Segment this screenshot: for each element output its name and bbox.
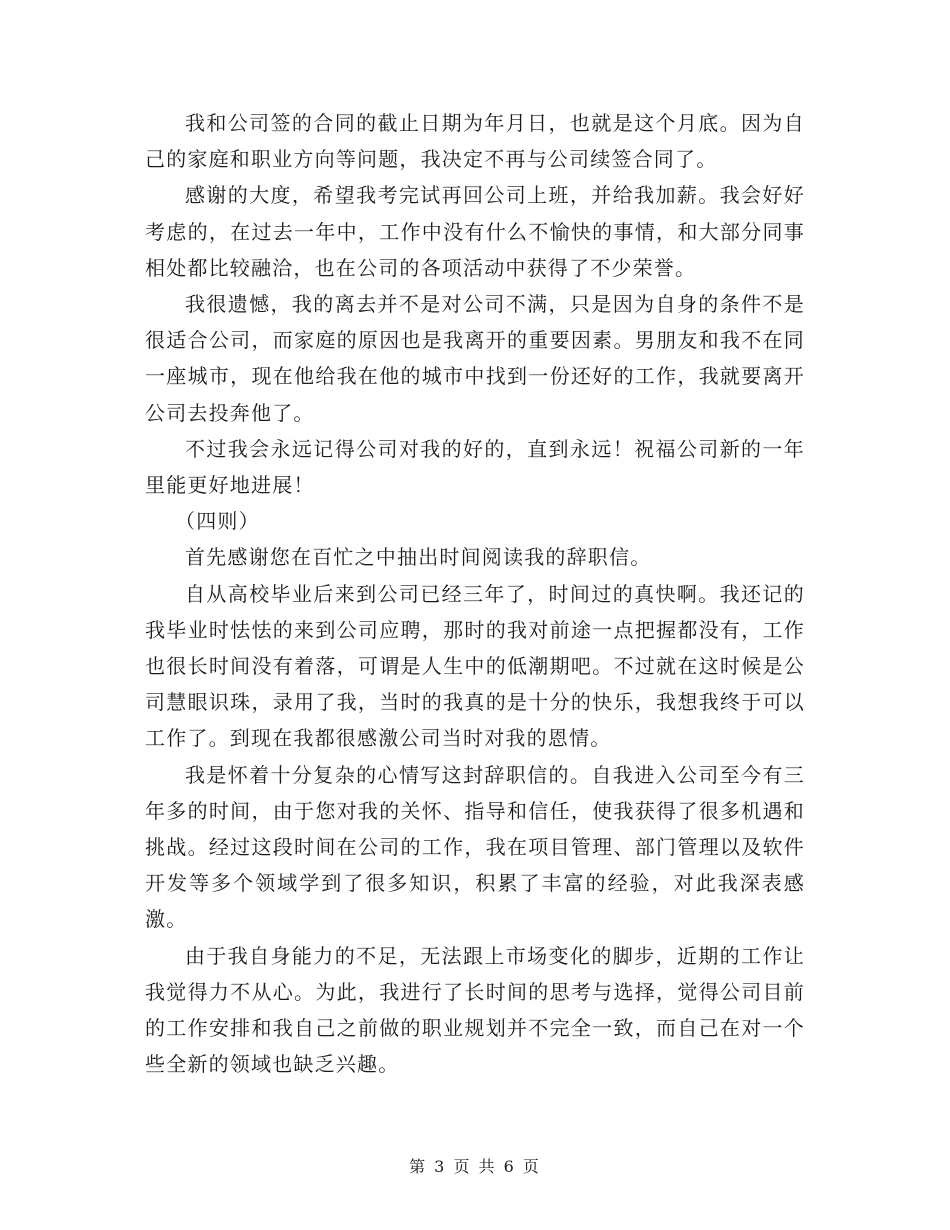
section-heading: （四则） [175, 509, 260, 534]
paragraph-opening: 首先感谢您在百忙之中抽出时间阅读我的辞职信。 [185, 545, 652, 570]
paragraph-reason: 由于我自身能力的不足，无法跟上市场变化的脚步，近期的工作让我觉得力不从心。为此，我进行了长时间的思考与选择，觉得公司目前的工作安排和我自己之前做的职业规划并不完全一致，而自己在对一个些全新的领域也缺乏兴趣。 [145, 943, 805, 1077]
paragraph-regret: 我很遗憾，我的离去并不是对公司不满，只是因为自身的条件不是很适合公司，而家庭的原因也是我离开的重要因素。男朋友和我不在同一座城市，现在他给我在他的城市中找到一份还好的工作，我就要离开公司去投奔他了。 [145, 292, 805, 425]
paragraph-blessing: 不过我会永远记得公司对我的好的，直到永远！祝福公司新的一年里能更好地进展！ [145, 436, 805, 498]
page-number-footer: 第 3 页 共 6 页 [409, 1157, 541, 1176]
paragraph-feelings: 我是怀着十分复杂的心情写这封辞职信的。自我进入公司至今有三年多的时间，由于您对我的关怀、指导和信任，使我获得了很多机遇和挑战。经过这段时间在公司的工作，我在项目管理、部门管理以及软件开发等多个领域学到了很多知识，积累了丰富的经验，对此我深表感激。 [145, 762, 805, 932]
paragraph-contract-end: 我和公司签的合同的截止日期为年月日，也就是这个月底。因为自己的家庭和职业方向等问题，我决定不再与公司续签合同了。 [145, 111, 805, 172]
paragraph-history: 自从高校毕业后来到公司已经三年了，时间过的真快啊。我还记的我毕业时怯怯的来到公司应聘，那时的我对前途一点把握都没有，工作也很长时间没有着落，可谓是人生中的低潮期吧。不过就在这时候是公司慧眼识珠，录用了我，当时的我真的是十分的快乐，我想我终于可以工作了。到现在我都很感激公司当时对我的恩情。 [145, 581, 805, 751]
document-body [145, 105, 805, 1082]
paragraph-gratitude: 感谢的大度，希望我考完试再回公司上班，并给我加薪。我会好好考虑的，在过去一年中，工作中没有什么不愉快的事情，和大部分同事相处都比较融洽，也在公司的各项活动中获得了不少荣誉。 [145, 183, 805, 280]
